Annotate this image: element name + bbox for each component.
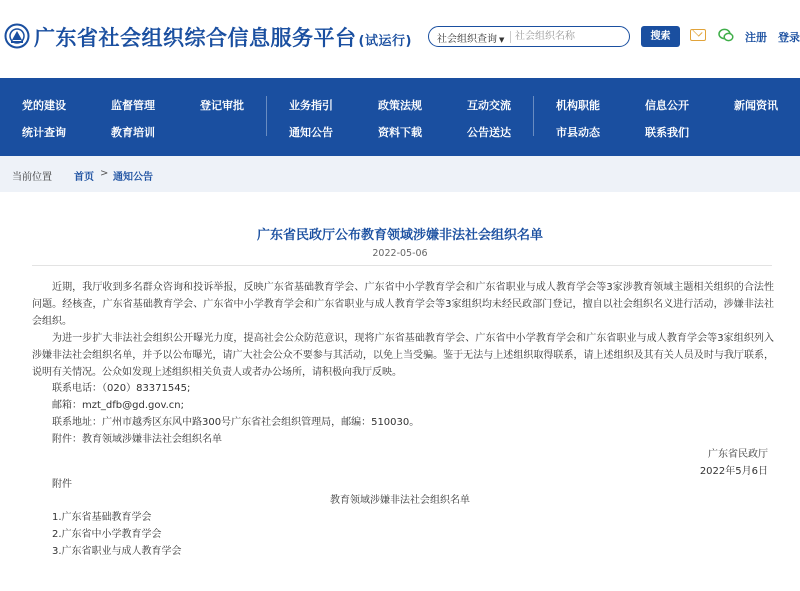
- nav-divider: [266, 96, 267, 136]
- mail-icon[interactable]: [690, 29, 706, 41]
- search-divider: [510, 31, 511, 43]
- signature: 广东省民政厅: [708, 449, 768, 460]
- contact-email: 邮箱：mzt_dfb@gd.gov.cn;: [52, 400, 184, 411]
- nav-item-news[interactable]: 新闻资讯: [734, 99, 778, 112]
- nav-item-training[interactable]: 教育培训: [111, 126, 155, 139]
- breadcrumb-label: 当前位置: [12, 172, 52, 183]
- nav-item-supervision[interactable]: 监督管理: [111, 99, 155, 112]
- search-button[interactable]: 搜索: [641, 26, 680, 47]
- main-nav: [0, 78, 800, 156]
- nav-item-downloads[interactable]: 资料下载: [378, 126, 422, 139]
- logo-emblem-icon[interactable]: [4, 23, 30, 49]
- article-date: 2022-05-06: [372, 248, 428, 259]
- list-item: 2.广东省中小学教育学会: [52, 529, 162, 540]
- wechat-icon[interactable]: [718, 28, 734, 43]
- breadcrumb-home-link[interactable]: 首页: [74, 172, 94, 183]
- site-title-beta: (试运行): [358, 34, 412, 49]
- annex-title: 教育领域涉嫌非法社会组织名单: [330, 495, 470, 506]
- register-link[interactable]: 注册: [745, 31, 767, 44]
- nav-item-notices[interactable]: 通知公告: [289, 126, 333, 139]
- nav-item-party-building[interactable]: 党的建设: [22, 99, 66, 112]
- nav-item-registration[interactable]: 登记审批: [200, 99, 244, 112]
- article-paragraph: 为进一步扩大非法社会组织公开曝光力度，提高社会公众防范意识，现将广东省基础教育学会、广东省中小学教育学会和广东省职业与成人教育学会等3家组织列入涉嫌非法社会组织名单，并予以公布曝光，请广大社会公众不要参与其活动，以免上当受骗。鉴于无法与上述组织取得联系，请上述组织及其有关人员及时与我厅联系，说明有关情况。公众如发现上述组织相关负责人或者办公场所，请积极向我厅反映。: [32, 333, 774, 378]
- list-item: 3.广东省职业与成人教育学会: [52, 546, 182, 557]
- search-category-select[interactable]: [437, 30, 504, 45]
- attachment-note: 附件：教育领域涉嫌非法社会组织名单: [52, 434, 222, 445]
- nav-divider: [533, 96, 534, 136]
- list-item: 1.广东省基础教育学会: [52, 512, 152, 523]
- site-header: [0, 0, 800, 78]
- sign-date: 2022年5月6日: [699, 466, 768, 477]
- contact-phone: 联系电话：（020）83371545;: [52, 383, 191, 394]
- nav-item-policies[interactable]: 政策法规: [378, 99, 422, 112]
- contact-address: 联系地址：广州市越秀区东风中路300号广东省社会组织管理局，邮编：510030。: [52, 417, 420, 428]
- search-box: [428, 26, 630, 47]
- article-title: 广东省民政厅公布教育领域涉嫌非法社会组织名单: [256, 228, 543, 243]
- nav-item-business-guide[interactable]: 业务指引: [289, 99, 333, 112]
- title-divider: [32, 265, 772, 266]
- annex-label: 附件: [52, 479, 72, 490]
- nav-item-disclosure[interactable]: 信息公开: [645, 99, 689, 112]
- site-title-text: 广东省社会组织综合信息服务平台: [34, 26, 357, 50]
- site-title[interactable]: [34, 22, 412, 52]
- nav-item-functions[interactable]: 机构职能: [556, 99, 600, 112]
- breadcrumb-current-link[interactable]: 通知公告: [113, 172, 153, 183]
- breadcrumb: [0, 156, 800, 192]
- chevron-down-icon: ▼: [499, 36, 505, 44]
- article-paragraph: 近期，我厅收到多名群众咨询和投诉举报，反映广东省基础教育学会、广东省中小学教育学会和广东省职业与成人教育学会等3家涉教育领域主题相关组织的合法性问题。经核查，广东省基础教育学会、广东省中小学教育学会和广东省职业与成人教育学会等3家组织均未经民政部门登记，擅自以社会组织名义进行活动，涉嫌非法社会组织。: [32, 282, 774, 327]
- breadcrumb-separator: >: [100, 168, 109, 179]
- search-input[interactable]: [515, 28, 625, 45]
- search-category-label: 社会组织查询: [437, 34, 497, 45]
- nav-item-statistics[interactable]: 统计查询: [22, 126, 66, 139]
- nav-item-interaction[interactable]: 互动交流: [467, 99, 511, 112]
- nav-item-city-news[interactable]: 市县动态: [556, 126, 600, 139]
- nav-item-contact[interactable]: 联系我们: [645, 126, 689, 139]
- nav-item-delivery[interactable]: 公告送达: [467, 126, 511, 139]
- login-link[interactable]: 登录: [778, 31, 800, 44]
